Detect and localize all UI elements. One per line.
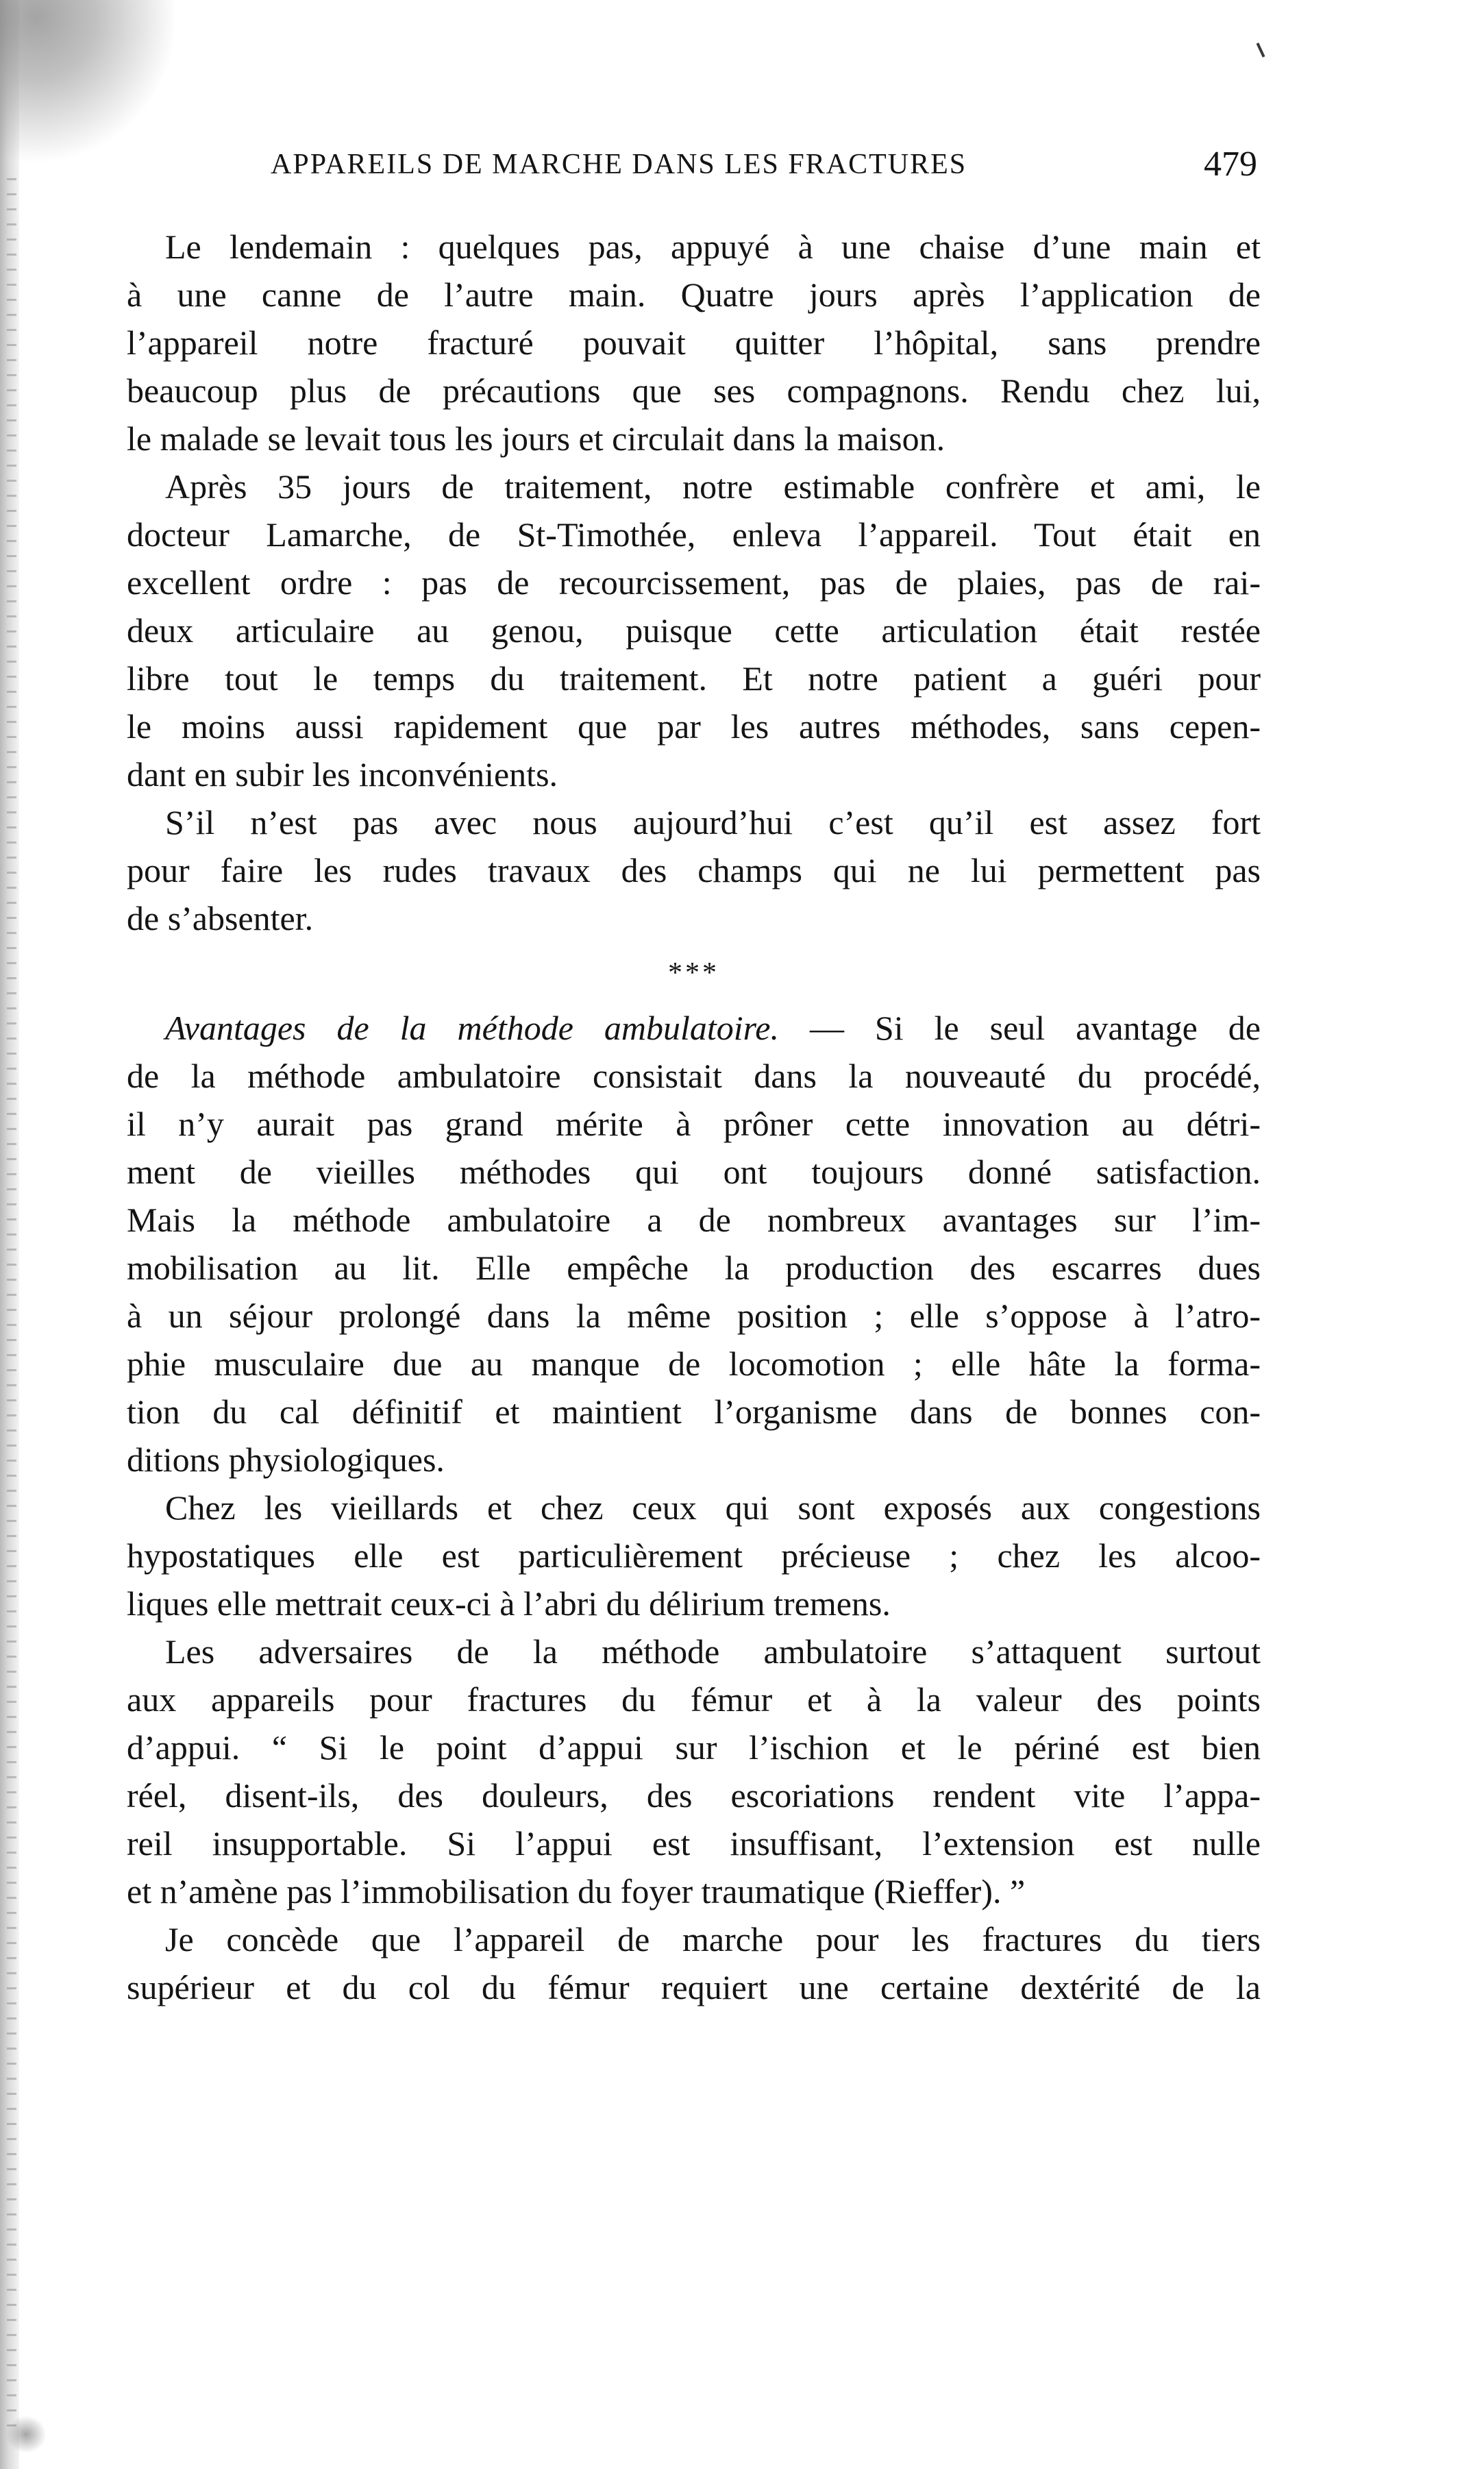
text-line: et n’amène pas l’immobilisation du foyer traumatique (Rieffer). ” xyxy=(127,1872,1026,1911)
text-line: le moins aussi rapidement que par les autres méthodes, sans cepen- xyxy=(127,707,1261,746)
text-line: beaucoup plus de précautions que ses compagnons. Rendu chez lui, xyxy=(127,371,1261,410)
section-heading: Avantages de la méthode ambulatoire. xyxy=(165,1009,779,1047)
body-text xyxy=(127,223,1261,2011)
text-line: l’appareil notre fracturé pouvait quitter l’hôpital, sans prendre xyxy=(127,323,1261,362)
page-header xyxy=(271,144,1257,185)
text-line: deux articulaire au genou, puisque cette articulation était restée xyxy=(127,611,1261,650)
text-line: Chez les vieillards et chez ceux qui sont exposés aux congestions xyxy=(165,1488,1261,1527)
text-line: le malade se levait tous les jours et circulait dans la maison. xyxy=(127,419,945,458)
text-line: phie musculaire due au manque de locomotion ; elle hâte la forma- xyxy=(127,1344,1261,1383)
text-line: il n’y aurait pas grand mérite à prôner cette innovation au détri- xyxy=(127,1105,1261,1143)
text-line: reil insupportable. Si l’appui est insuffisant, l’extension est nulle xyxy=(127,1824,1261,1863)
text-line: de la méthode ambulatoire consistait dans la nouveauté du procédé, xyxy=(127,1057,1261,1095)
text-line: excellent ordre : pas de recourcissement, pas de plaies, pas de rai- xyxy=(127,563,1261,602)
page-number: 479 xyxy=(1204,145,1257,184)
text-line: pour faire les rudes travaux des champs qui ne lui permettent pas xyxy=(127,851,1261,889)
running-head: APPAREILS DE MARCHE DANS LES FRACTURES xyxy=(271,149,967,180)
text-line: hypostatiques elle est particulièrement précieuse ; chez les alcoo- xyxy=(127,1536,1261,1575)
section-heading-line xyxy=(127,1004,1261,1052)
text-line: ment de vieilles méthodes qui ont toujours donné satisfaction. xyxy=(127,1153,1261,1191)
text-line: d’appui. “ Si le point d’appui sur l’ischion et le périné est bien xyxy=(127,1728,1261,1767)
binding-marks xyxy=(7,178,16,2440)
text-line: à un séjour prolongé dans la même position ; elle s’oppose à l’atro- xyxy=(127,1297,1261,1335)
text-line: supérieur et du col du fémur requiert une certaine dextérité de la xyxy=(127,1968,1261,2006)
text-line: Après 35 jours de traitement, notre estimable confrère et ami, le xyxy=(165,467,1261,506)
text-line: de s’absenter. xyxy=(127,899,314,937)
section-separator: *** xyxy=(668,957,719,989)
text-line: réel, disent-ils, des douleurs, des escoriations rendent vite l’appa- xyxy=(127,1776,1261,1815)
text-line: Mais la méthode ambulatoire a de nombreux avantages sur l’im- xyxy=(127,1201,1261,1239)
section-heading-rest: — Si le seul avantage de xyxy=(778,1009,1261,1047)
text-line: dant en subir les inconvénients. xyxy=(127,755,558,794)
text-line: mobilisation au lit. Elle empêche la production des escarres dues xyxy=(127,1249,1261,1287)
text-line: liques elle mettrait ceux-ci à l’abri du délirium tremens. xyxy=(127,1584,891,1623)
text-line: ditions physiologiques. xyxy=(127,1440,445,1479)
text-line: S’il n’est pas avec nous aujourd’hui c’est qu’il est assez fort xyxy=(165,803,1261,842)
binding-shadow xyxy=(0,0,178,164)
text-line: aux appareils pour fractures du fémur et à la valeur des points xyxy=(127,1680,1261,1719)
stray-mark xyxy=(1257,42,1265,58)
text-line: à une canne de l’autre main. Quatre jours après l’application de xyxy=(127,275,1261,314)
scan-blot xyxy=(5,2416,47,2453)
text-line: libre tout le temps du traitement. Et notre patient a guéri pour xyxy=(127,659,1261,698)
text-line: Le lendemain : quelques pas, appuyé à une chaise d’une main et xyxy=(165,228,1261,266)
text-line: Je concède que l’appareil de marche pour les fractures du tiers xyxy=(165,1920,1261,1958)
text-line: docteur Lamarche, de St-Timothée, enleva l’appareil. Tout était en xyxy=(127,515,1261,554)
text-line: Les adversaires de la méthode ambulatoire s’attaquent surtout xyxy=(165,1632,1261,1671)
text-line: tion du cal définitif et maintient l’organisme dans de bonnes con- xyxy=(127,1392,1261,1431)
